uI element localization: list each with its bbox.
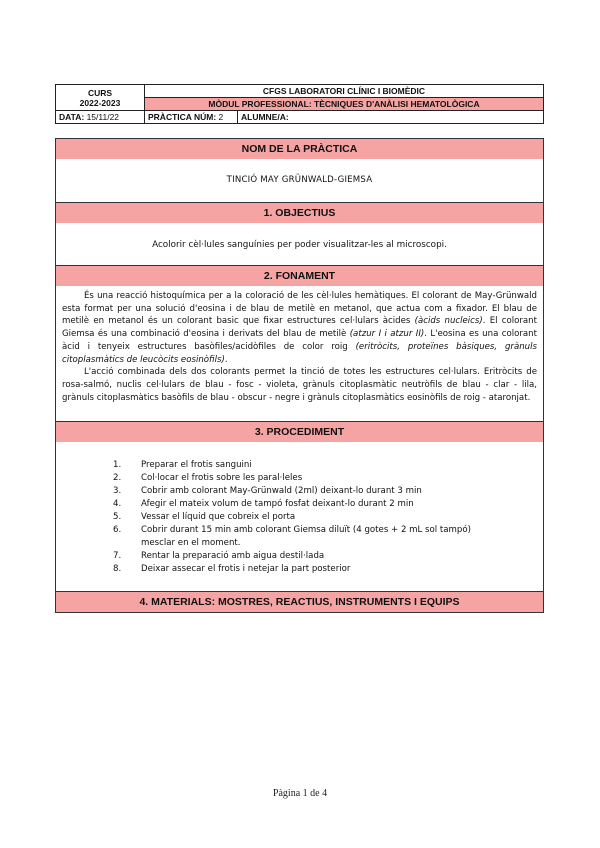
procediment-step [113,563,493,576]
materials-title: 4. MATERIALS: MOSTRES, REACTIUS, INSTRUMENTS I EQUIPS [55,591,544,613]
step-text: Vessar el líquid que cobreix el porta [141,512,296,522]
fonament-body [55,286,544,422]
nom-section-body [55,159,544,203]
fonament-p1-italic-3: (eritròcits, proteïnes bàsiques, grànuls citoplasmàtics de leucòcits eosinòfils) [62,341,537,365]
step-text: Deixar assecar el frotis i netejar la part posterior [141,564,351,574]
header-table [55,84,544,124]
step-text: Cobrir durant 15 min amb colorant Giemsa diluït (4 gotes + 2 mL sol tampó) mesclar en el moment. [141,525,471,548]
procediment-step [113,472,493,485]
procediment-step [113,498,493,511]
step-number: 4. [113,499,122,509]
fonament-paragraph-1 [62,290,537,366]
procediment-step [113,550,493,563]
objectius-text: Acolorir cèl·lules sanguínies per poder visualitzar-les al microscopi. [152,240,447,250]
step-text: Cobrir amb colorant May-Grünwald (2ml) deixant-lo durant 3 min [141,486,422,496]
step-number: 2. [113,473,122,483]
step-text: Rentar la preparació amb aigua destil·lada [141,551,325,561]
objectius-title: 1. OBJECTIUS [55,202,544,224]
curs-label: CURS [87,87,113,98]
procediment-body [55,442,544,592]
procediment-step [113,511,493,524]
fonament-p1-part-b: . El colorant Giemsa és una combinació d'eosina i derivats del blau de metilè [62,316,537,340]
step-text: Preparar el frotis sanguini [141,460,252,470]
step-number: 6. [113,525,122,535]
step-number: 5. [113,512,122,522]
step-number: 1. [113,460,122,470]
fonament-p1-italic-1: (àcids nucleics) [414,316,483,327]
step-number: 3. [113,486,122,496]
cfgs-title: CFGS LABORATORI CLÍNIC I BIOMÈDIC [145,85,544,98]
objectius-body [55,223,544,266]
step-text: Afegir el mateix volum de tampó fosfat deixant-lo durant 2 min [141,499,414,509]
data-value: 15/11/22 [86,111,120,122]
practica-cell [145,111,238,124]
step-number: 7. [113,551,122,561]
procediment-list [113,459,493,576]
fonament-text [56,286,543,404]
fonament-p1-part-c: . L'eosina es una colorant àcid i tenyeix estructures basòfiles/acidòfiles de color roig [62,329,537,352]
fonament-title: 2. FONAMENT [55,265,544,287]
alumne-label: ALUMNE/A: [238,111,544,124]
step-text: Col·locar el frotis sobre les paral·leles [141,473,303,483]
fonament-p1-part-a: És una reacció histoquímica per a la coloració de les cèl·lules hemàtiques. El colorant de May-Grünwald esta format per una solució d'eosina i de blau de metilè en metanol, que actua com a fixador. El blau de metilè en metanol és un colorant basic que fixar estructures cel·lulars àcides [62,291,537,327]
procediment-step [113,485,493,498]
step-number: 8. [113,564,122,574]
procediment-title: 3. PROCEDIMENT [55,421,544,443]
curs-year: 2022-2023 [79,97,121,108]
fonament-p1-italic-2: (atzur I i atzur II) [349,329,425,340]
procediment-step [113,459,493,472]
fonament-paragraph-2: L'acció combinada dels dos colorants permet la tinció de totes les estructures cel·lulars. Eritròcits de rosa-salmó, nuclis cel·lulars de blau - fosc - violeta, grànuls citoplasmàtic neutròfils de blau - clar - lila, grànuls citoplasmàtics basòfils de blau - obscur - negre i grànuls citoplasmàtics eosinòfils de roig - ataronjat. [62,367,537,403]
practice-name: TINCIÓ MAY GRÜNWALD-GIEMSA [226,175,373,185]
procediment-step [113,524,493,550]
data-cell [56,111,145,124]
practica-label: PRÀCTICA NÚM: [148,111,217,122]
fonament-p1-part-d: . [224,354,228,365]
data-label: DATA: [59,111,85,122]
nom-section-title: NOM DE LA PRÀCTICA [55,138,544,160]
practica-value: 2 [218,111,224,122]
page-number: Pàgina 1 de 4 [272,788,328,799]
modul-title: MÒDUL PROFESSIONAL: TÈCNIQUES D'ANÀLISI HEMATOLÒGICA [145,98,544,111]
curs-cell [56,85,145,111]
